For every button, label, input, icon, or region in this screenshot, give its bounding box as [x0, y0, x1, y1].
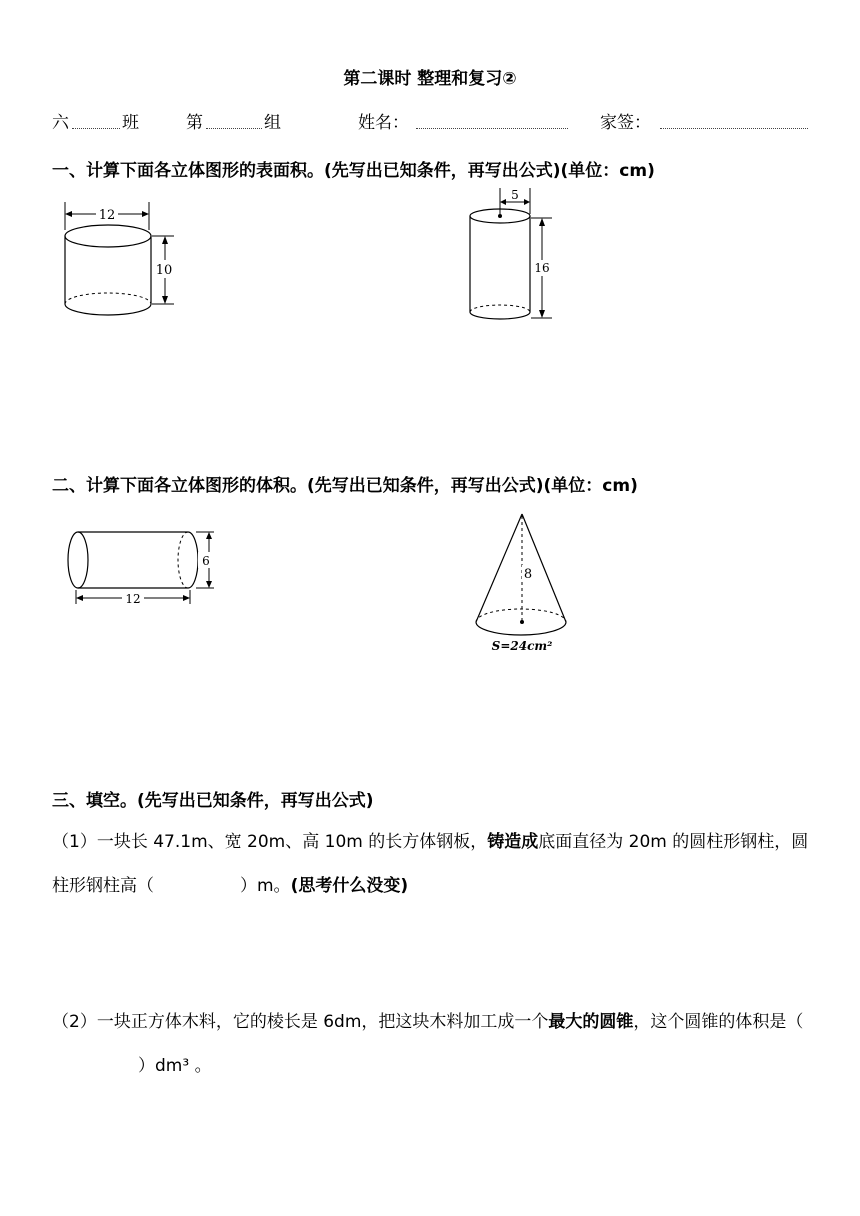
section2-heading: 二、计算下面各立体图形的体积。(先写出已知条件，再写出公式)(单位：cm) [52, 476, 638, 496]
group-prefix: 第 [186, 113, 203, 133]
radius-label: 5 [511, 188, 519, 202]
cylinder-figure-1 [50, 196, 190, 326]
name-label: 姓名： [358, 113, 409, 133]
sign-blank[interactable] [660, 128, 808, 129]
q2-text-3: ）dm³ 。 [138, 1056, 212, 1076]
group-blank[interactable] [206, 128, 262, 129]
page-title: 第二课时 整理和复习② [343, 69, 517, 89]
height-label: 10 [155, 263, 173, 278]
q2-text-1: （2）一块正方体木料，它的棱长是 6dm，把这块木料加工成一个 [52, 1012, 549, 1032]
height-label: 8 [523, 567, 533, 582]
name-blank[interactable] [416, 128, 568, 129]
question-1 [52, 820, 812, 908]
question-2 [52, 1000, 812, 1088]
cone-figure [470, 508, 574, 656]
q2-text-2: ，这个圆锥的体积是（ [633, 1012, 804, 1032]
q1-text-2: 底面直径为 20m 的圆柱形钢柱，圆柱形钢柱高（ [52, 832, 809, 896]
cylinder-figure-2 [462, 186, 562, 331]
student-info-line [52, 108, 808, 134]
q1-text-1: （1）一块长 47.1m、宽 20m、高 10m 的长方体钢板， [52, 832, 488, 852]
diameter-label: 12 [98, 208, 116, 223]
height-label: 16 [534, 261, 550, 275]
class-prefix: 六 [52, 113, 69, 133]
class-blank[interactable] [72, 128, 120, 129]
class-suffix: 班 [122, 113, 139, 133]
section1-heading: 一、计算下面各立体图形的表面积。(先写出已知条件，再写出公式)(单位：cm) [52, 161, 655, 181]
length-label: 12 [125, 592, 141, 606]
q1-hint: (思考什么没变) [290, 876, 409, 896]
horizontal-cylinder-figure [64, 524, 224, 610]
base-area-label: S=24cm² [491, 639, 553, 653]
sign-label: 家签： [600, 113, 651, 133]
section3-heading: 三、填空。(先写出已知条件，再写出公式) [52, 791, 374, 811]
diameter-label: 6 [202, 554, 210, 568]
group-suffix: 组 [264, 113, 281, 133]
q1-text-3: ）m。 [240, 876, 291, 896]
q1-emphasis: 铸造成 [487, 832, 539, 852]
q2-emphasis: 最大的圆锥 [548, 1012, 634, 1032]
